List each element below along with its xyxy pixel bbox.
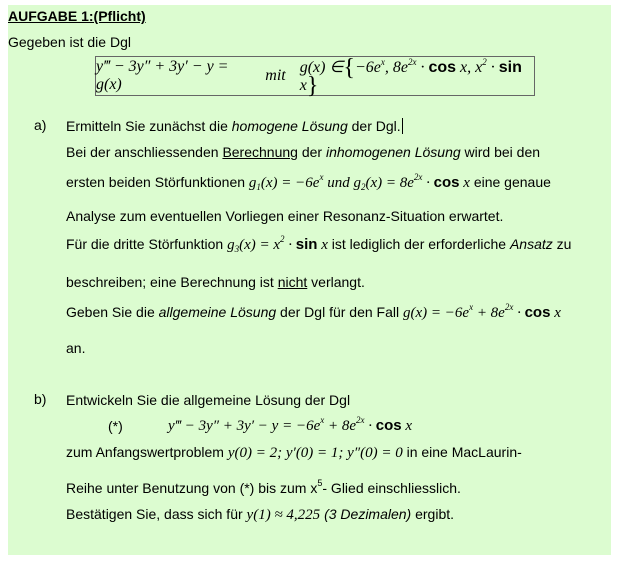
part-a-line-2: Bei der anschliessenden Berechnung der inhomogenen Lösung wird bei den: [66, 144, 541, 160]
part-a-line-3: ersten beiden Störfunktionen $g_1(x) = -6e^x$ und $g_2(x) = 8e^{2x} \cdot \cos x$ eine genaue: [66, 172, 551, 192]
part-b-line-3: zum Anfangswertproblem y(0) = 2; y′(0) = 1; y″(0) = 0 in eine MacLaurin-: [66, 444, 522, 461]
part-b-line-1: Entwickeln Sie die allgemeine Lösung der Dgl: [66, 392, 351, 408]
dgl-gx-set: g(x) $\in\{-6e^x$, $8e^{2x} \cdot \cos x$, $x^2 \cdot \sin x$}: [299, 55, 522, 99]
part-b-line-4: Reihe unter Benutzung von (*) bis zum $x^5-$ Glied einschliesslich.: [66, 478, 461, 496]
dgl-lhs: y‴ − 3y″ + 3y′ − y = g(x): [96, 58, 229, 93]
part-b-line-5: Bestätigen Sie, dass sich für y(1) ≈ 4,225 (3 Dezimalen) ergibt.: [66, 506, 455, 523]
dgl-formula-box: [95, 55, 535, 99]
intro-text: Gegeben ist die Dgl: [8, 34, 131, 50]
part-a-label: a): [34, 117, 47, 133]
part-a-line-6: beschreiben; eine Berechnung ist nicht verlangt.: [66, 274, 365, 290]
part-a-line-4: Analyse zum eventuellen Vorliegen einer Resonanz-Situation erwartet.: [66, 208, 504, 224]
task-title: AUFGABE 1:(Pflicht): [8, 8, 146, 24]
part-a-line-8: an.: [66, 340, 86, 356]
task-page: [8, 5, 611, 555]
part-a-line-5: Für die dritte Störfunktion $g_3(x) = x^2 \cdot \sin x$ ist lediglich der erforderliche Ansatz zu: [66, 234, 572, 254]
part-b-star: (*): [108, 418, 123, 434]
part-a-line-7: Geben Sie die allgemeine Lösung der Dgl für den Fall $g(x) = -6e^x + 8e^{2x} \cdot \cos x$: [66, 302, 561, 321]
part-b-label: b): [34, 391, 47, 407]
dgl-mit: mit: [265, 67, 286, 84]
text-cursor: [402, 118, 403, 134]
part-b-equation: y‴ − $3y'' + 3y' - y = -6e^x + 8e^{2x} \cdot \cos x$: [168, 415, 413, 434]
part-a-line-1: Ermitteln Sie zunächst die homogene Lösung der Dgl.: [66, 118, 401, 134]
